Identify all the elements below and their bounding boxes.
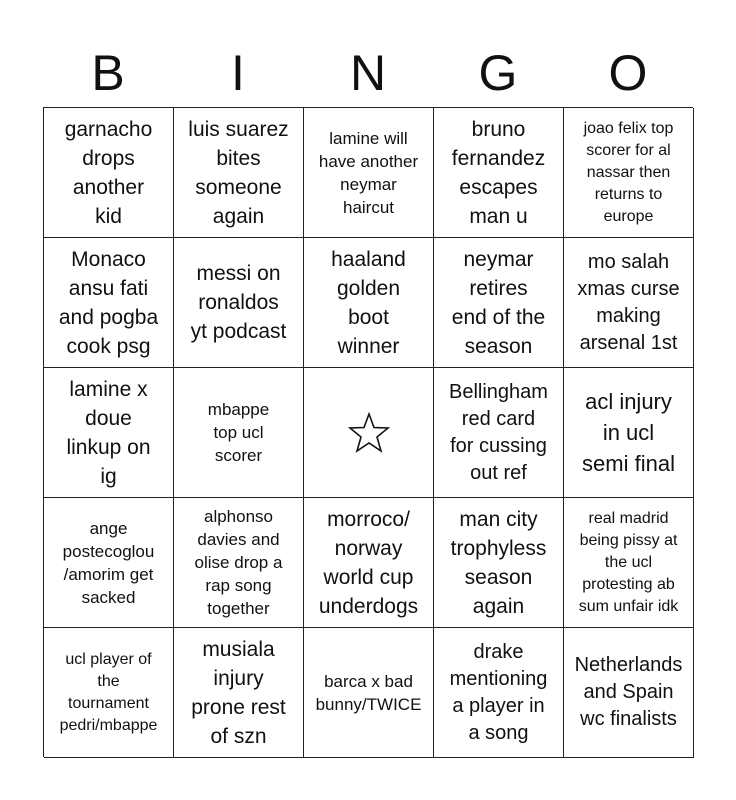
bingo-cell[interactable]	[304, 108, 434, 238]
bingo-cell[interactable]	[44, 238, 174, 368]
star-outline-icon	[347, 411, 391, 455]
cell-text: Bellingham red card for cussing out ref	[449, 380, 548, 484]
bingo-cell[interactable]	[174, 108, 304, 238]
bingo-cell[interactable]	[174, 238, 304, 368]
bingo-cell[interactable]	[44, 368, 174, 498]
bingo-cell[interactable]	[434, 498, 564, 628]
bingo-cell[interactable]	[564, 628, 694, 758]
cell-text: mo salah xmas curse making arsenal 1st	[577, 250, 680, 354]
cell-text: garnacho drops another kid	[64, 117, 153, 228]
cell-text: ange postecoglou /amorim get sacked	[62, 518, 155, 607]
cell-text: real madrid being pissy at the ucl protesting ab sum unfair idk	[578, 509, 679, 615]
cell-text: joao felix top scorer for al nassar then returns to europe	[583, 119, 674, 225]
bingo-cell[interactable]	[174, 368, 304, 498]
cell-text: barca x bad bunny/TWICE	[315, 671, 422, 714]
cell-text: ucl player of the tournament pedri/mbappe	[59, 650, 158, 734]
bingo-cell[interactable]	[564, 108, 694, 238]
cell-text: mbappe top ucl scorer	[207, 400, 270, 465]
cell-text: drake mentioning a player in a song	[449, 640, 548, 744]
header-letter-n: N	[349, 45, 387, 101]
header-letter-o: O	[608, 45, 648, 101]
cell-text: musiala injury prone rest of szn	[191, 637, 286, 748]
cell-text: man city trophyless season again	[450, 507, 547, 618]
bingo-cell[interactable]	[434, 628, 564, 758]
bingo-board	[43, 107, 693, 757]
bingo-cell[interactable]	[434, 108, 564, 238]
cell-text: alphonso davies and olise drop a rap song together	[194, 507, 283, 618]
bingo-cell[interactable]	[564, 238, 694, 368]
cell-text: morroco/ norway world cup underdogs	[318, 507, 419, 618]
bingo-cell[interactable]	[44, 498, 174, 628]
bingo-cell[interactable]	[304, 498, 434, 628]
cell-text: lamine will have another neymar haircut	[318, 128, 419, 217]
header-letter-i: I	[231, 45, 245, 101]
cell-text: neymar retires end of the season	[451, 247, 546, 358]
cell-text: Netherlands and Spain wc finalists	[574, 654, 683, 730]
bingo-cell[interactable]	[434, 238, 564, 368]
cell-text: Monaco ansu fati and pogba cook psg	[58, 247, 159, 358]
cell-text: haaland golden boot winner	[331, 247, 406, 358]
header-letter-g: G	[478, 45, 518, 101]
header-letter-b: B	[91, 45, 125, 101]
cell-text: lamine x doue linkup on ig	[66, 377, 151, 488]
bingo-cell[interactable]	[304, 238, 434, 368]
bingo-cell[interactable]	[434, 368, 564, 498]
bingo-cell[interactable]	[564, 498, 694, 628]
bingo-cell[interactable]	[174, 498, 304, 628]
bingo-cell[interactable]	[44, 108, 174, 238]
free-space-cell[interactable]	[304, 368, 434, 498]
cell-text: bruno fernandez escapes man u	[451, 117, 546, 228]
bingo-cell[interactable]	[44, 628, 174, 758]
bingo-cell[interactable]	[564, 368, 694, 498]
cell-text: acl injury in ucl semi final	[582, 389, 675, 476]
cell-text: luis suarez bites someone again	[188, 117, 289, 228]
bingo-header	[43, 40, 693, 106]
bingo-cell[interactable]	[304, 628, 434, 758]
bingo-cell[interactable]	[174, 628, 304, 758]
cell-text: messi on ronaldos yt podcast	[190, 262, 287, 343]
